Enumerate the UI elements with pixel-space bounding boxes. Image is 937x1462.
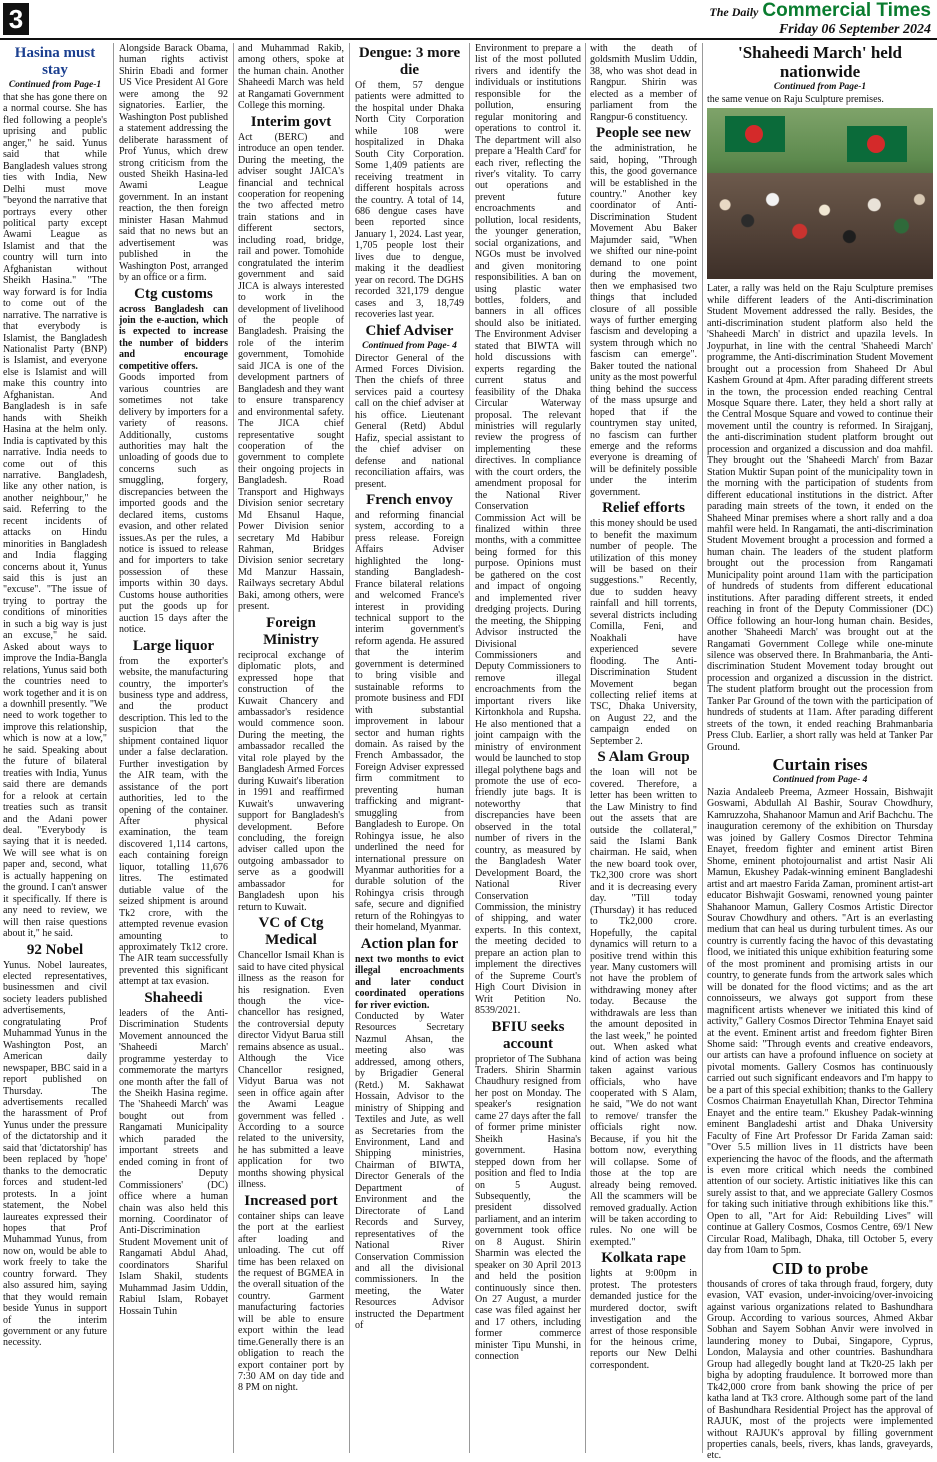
page-number: 3 [3,3,29,35]
headline-bfiu: BFIU seeks account [491,1018,565,1052]
article-body: container ships can leave the port at the earliest after loading and unloading. The cut off time has been relaxed on the request of BGMEA in the overall situation of the country. Garment manufacturing factories will be able to ensure export within the lead time.Generally there is an obligation to reach the export container port by 7:30 AM on day tide and 8 PM on night. [238,1210,344,1394]
headline-french-envoy: French envoy [366,491,453,508]
column-2 [119,43,228,1453]
headline-relief-efforts: Relief efforts [602,500,685,517]
headline-large-liquor: Large liquor [132,637,215,654]
article-body: Director General of the Armed Forces Division. Then the chiefs of three services paid a courtesy call on the chief adviser at his office. Lieutenant General (Retd) Abdul Hafiz, special assistant to the chief adviser on defense and national reconciliation affairs, was present. [355,352,464,490]
article-body: Alongside Barack Obama, human rights activist Shirin Ebadi and former US Vice President Al Gore were among the 92 signatories. Earlier, the Washington Post published a statement addressing the deliberate harassment of Prof Yunus, which drew strong criticism from the ousted Sheikh Hasina-led Awami League government. In an instant reaction, the then foreign minister Hasan Mahmud said that no news but an advertisement was published in the Washington Post, arranged by an office or a firm. [119,43,228,284]
headline-curtain-rises: Curtain rises [772,755,868,775]
article-body: the administration, he said, hoping, "Through this, the good governance will be established in the country." Another key coordinator of Anti-Discrimination Student Movement Abu Baker Majumder said, "When we shifted our nine-point demand to one point during the movement, then we emphasised two things that included closure of all possible ways of further emerging fascism and developing a system through which no fascism can emerge". Baker touted the national unity as the most powerful thing behind the success of the mass upsurge and hoped that if the countrymen stay united, no fascism can further emerge and the reforms everyone is dreaming of will be definitely possible under the interim government. [590,143,697,498]
article-body: leaders of the Anti-Discrimination Students Movement announced the 'Shaheedi March' programme yesterday to commemorate the martyrs one month after the fall of the Sheikh Hasina regime. The 'Shaheedi March' was bought out from Rangamati Municipality which paraded the important streets and ended coming in front of the Deputy Commissioners' (DC) office where a human chain was also held this morning. Coordinator of Anti-Discrimination Student Movement unit of Rangamati Abdul Ahad, coordinators Shariful Islam Shakil, students Muhammad Jasim Uddin, Rabiul Islam, Robayet Hossain Tuhin [119,1007,228,1317]
column-divider [702,43,703,1453]
headline-increased-port: Increased port [244,1192,338,1209]
column-divider [469,43,470,1453]
article-body: Goods imported from various countries are sometimes not take delivery by importers for a variety of reasons. Additionally, customs authorities may halt the unloading of goods due to concerns such as smuggling, forgery, discrepancies between the imported goods and the declared items, customs evasion, and other related issues.As per the rules, a notice is issued to release and for importers to take possession of these imports within 30 days. Customs house authorities put the goods up for auction 15 days after the notice. [119,372,228,636]
article-lead: across Bangladesh can join the e-auction, which is expected to increase the number of bidders and encourage competitive offers. [119,303,228,372]
continued-note: Continued from Page-1 [773,82,867,92]
page-header [0,0,937,40]
article-body: Chancellor Ismail Khan is said to have cited physical illness as the reason for his resignation. Even though the vice-chancellor has resigned, the controversial deputy director Vidyut Barua still remains absence as usual.. Although the Vice Chancellor resigned, Vidyut Barua was not seen in office again after the Awami League government was felled . According to a source related to the university, he has submitted a leave application for two months showing physical illness. [238,950,344,1191]
headline-nobel: 92 Nobel [26,941,84,958]
headline-vc-ctg-medical: VC of Ctg Medical [258,915,324,949]
headline-interim-govt: Interim govt [250,113,332,130]
article-body: lights at 9:00pm in protest. The protesters demanded justice for the murdered doctor, swift investigation and the arrest of those responsible for the heinous crime, reports our New Delhi correspondent. [590,1268,697,1371]
article-body: and Muhammad Rakib, among others, spoke at the human chain. Another Shaheedi March was held at Rangamati Government College this morning. [238,43,344,112]
column-1 [3,43,107,1453]
headline-shaheedi: Shaheedi [144,989,203,1006]
article-body: Of them, 57 dengue patients were admitted to the hospital under Dhaka North City Corporation while 108 were hospitalized in Dhaka South City Corporation. Some 1,409 patients are receiving treatment in different hospitals across the country. A total of 14, 686 dengue cases have been reported since January 1, 2024. Last year, 1,705 people lost their lives due to dengue, making it the deadliest year on record. The DGHS recorded 321,179 dengue cases and 3, 18,749 recoveries last year. [355,80,464,321]
headline-hasina: Hasina must stay [14,45,96,78]
flag-image [725,116,785,152]
column-divider [233,43,234,1453]
headline-ctg-customs: Ctg customs [134,285,213,302]
article-body: with the death of goldsmith Muslim Uddin, 38, who was shot dead in Rangpur. Shirin was elected as a member of parliament from the Rangpur-6 constituency. [590,43,697,123]
headline-chief-adviser: Chief Adviser [365,322,454,339]
article-body: thousands of crores of taka through fraud, forgery, duty evasion, VAT evasion, under-invoicing/over-invoicing against various organizations related to Bashundhara Group. According to various sources, Ahmed Akbar Sobhan and Sayem Sobhan Anvir were involved in laundering money to Dubai, Singapore, Cyprus, London, Malaysia and other countries. Bashundhara Group had allegedly bought land at Tk20-25 lakh per bigha by adopting fraudulence. It borrowed more than Tk42,000 crore from bank showing the price of per katha land at Tk3 crore. Although some part of the land of Bashundhara Residential Project has the approval of RAJUK, most of the projects were implemented without RAJUK's approval by filling government properties canals, beels, rivers, khas lands, graveyards, etc. [707,1278,933,1462]
column-6 [590,43,697,1453]
continued-note: Continued from Page- 4 [772,775,868,786]
rally-photo [707,108,933,279]
article-body: Nazia Andaleeb Preema, Azmeer Hossain, Bishwajit Goswami, Abdullah Al Bashir, Sourav Chowdhury, Kamruzzoha, Shahanoor Mamun and Arif Bachchu. The inauguration ceremony of the exhibition on Thursday was joined by Gallery Cosmos Director Tehmina Enayet, freedom fighter and eminent artist Biren Shome, eminent photojournalist and artist Nasir Ali Mamun, Ekushey Padak-winning eminent Bangladeshi artist and art maestro Farida Zaman, prominent artist-art educator Bishwajit Goswami, renowned young painter Shahanoor Mamun, Gallery Cosmos Artistic Director Sourav Chowdhury and others. "Art is an everlasting medium that can heal us during turbulent times. As our country is currently facing the havoc of this devastating flood, we initiated this unique exhibition featuring some of the most prominent and promising artists in our country, to generate funds from the artwork sales which will be donated for the flood victims; and as the art connoisseurs, we always got support from these magnificent artists whenever we initiated this kind of activity," Gallery Cosmos Director Tehmina Enayet said at the event. Eminent artist and freedom fighter Biren Shome said: "Through events and creative endeavors, our artists can have a profound influence on society at pivotal moments. Gallery Cosmos has continuously carried out such significant endeavors and I'm happy to be a part of this special exhibition; thanks to the Gallery Cosmos Chairman Enayetullah Khan, Director Tehmina Enayet and the entire team." Ekushey Padak-winning eminent Bangladeshi artist and Dhaka University Faculty of Fine Art Professor Dr Farida Zaman said: "Over 5.5 million lives in 11 districts have been experiencing the havoc of the floods, and the aftermath is even more critical which needs the combined attention of our society. Artistic initiatives like this can surely assist to that, and we appreciate Gallery Cosmos for taking such initiative through exhibitions like this." Open to all, "Art for Aid: Rebuilding Lives" will continue at Gallery Cosmos, Cosmos Centre, 69/1 New Circular Road, Malibagh, Dhaka, till October 5, every day from 10am to 5pm. [707,787,933,1257]
article-lead: next two months to evict illegal encroachments and later conduct coordinated operations for river eviction. [355,953,464,1011]
column-divider [349,43,350,1453]
article-body: the loan will not be covered. Therefore, a letter has been written to the Law Ministry to find out the assets that are outside the collateral," said the Islami Bank chairman. He said, when the new board took over, Tk2,300 crore was short and it is decreasing every day. "Till today (Thursday) it has reduced to Tk2,000 crore. Hopefully, the capital dynamics will return to a positive trend within this year. Many customers will not have the problem of withdrawing money after today. Because the withdrawals are less than the amount deposited in the last week," he pointed out. When asked what kind of action was being taken against various officials, who have cooperated with S Alam, he said, "We do not want to remove/ transfer the officials right now. Because, if you hit the bottom now, everything will collapse. Some of those at the top are already being removed. All the scammers will be removed gradually. Action will be taken according to rules. No one will be exempted." [590,767,697,1248]
header-rule [0,38,937,40]
article-body: Yunus. Nobel laureates, elected representatives, businessmen and civil society leaders published advertisements, congratulating Prof Muhammad Yunus in the Washington Post, an American daily newspaper, BBC said in a report published on Thursday. The advertisements recalled the harassment of Prof Yunus under the pressure of the dictatorship and it said that 'dictatorship' has been replaced by 'hope' thanks to the democratic forces and student-led protests. In a joint statement, the Nobel laureates expressed their hopes that Prof Muhammad Yunus, from now on, would be able to work freely to take the country forward. They also assured him, saying that they would remain beside Yunus in support of the interim government or any future necessity. [3,959,107,1349]
article-body: proprietor of The Subhana Traders. Shirin Sharmin Chaudhury resigned from her post on Monday. The speaker's resignation came 27 days after the fall of former prime minister Sheikh Hasina's government. Hasina stepped down from her position and fled to India on 5 August. Subsequently, the president dissolved parliament, and an interim government took office on 8 August. Shirin Sharmin was elected the speaker on 30 April 2013 and held the position continuously since then. On 27 August, a murder case was filed against her and 17 others, including former commerce minister Tipu Munshi, in connection [475,1053,581,1363]
article-body: reciprocal exchange of diplomatic plots, and expressed hope that construction of the Kuwait Chancery and ambassador's residence would commence soon. During the meeting, the ambassador recalled the vital role played by the Bangladesh Armed Forces during Kuwait's liberation in 1991 and reaffirmed Kuwait's unwavering support for Bangladesh's development. Before concluding, the foreign adviser called upon the outgoing ambassador to serve as a goodwill ambassador for Bangladesh upon his return to Kuwait. [238,649,344,913]
continued-note: Continued from Page- 4 [362,340,457,351]
headline-dengue: Dengue: 3 more die [358,45,461,78]
article-body: Act (BERC) and introduce an open tender. During the meeting, the adviser sought JAICA's financial and technical cooperation for reopening the two affected metro train stations and in different sectors, including road, bridge, rail and power. Tomohide congratulated the interim government and said JICA is always interested to work in the development of livelihood of the people of Bangladesh. Praising the role of the interim government, Tomohide said JICA is one of the development partners of Bangladesh and they want to ensure transparency and environmental safety. The JICA chief representative sought cooperation of the government to complete their ongoing projects in Bangladesh. Road Transport and Highways Division senior secretary Md Ehsanul Haque, Power Division senior secretary Md Habibur Rahman, Bridges Division senior secretary Md Manzur Hassain, Railways secretary Abdul Baki, among others, were present. [238,131,344,613]
article-body: and reforming financial system, according to a press release. Foreign Affairs Adviser highlighted the long-standing Bangladesh-France bilateral relations and welcomed France's interest in providing technical support to the interim government's reform agenda. He assured that the interim government is determined to bring visible and sustainable reforms to promote business and FDI with substantial improvement in labour sector and human rights domain. As raised by the French Ambassador, the Foreign Adviser expressed firm commitment to preventing human trafficking and migrant-smuggling from Bangladesh to Europe. On Rohingya issue, he also underlined the need for international pressure on Myanmar authorities for a durable solution of the Rohingya crisis through safe, secure and dignified return of the Rohingyas to their homeland, Myanmar. [355,509,464,934]
headline-shaheedi-march: 'Shaheedi March' held nationwide [737,43,903,81]
continued-note: Continued from Page-1 [8,80,102,90]
article-body: Conducted by Water Resources Secretary Nazmul Ahsan, the meeting also was addressed, among others, by Brigadier General (Retd.) M. Sakhawat Hossain, Advisor to the ministry of Shipping and Textiles and Jute, as well as Secretaries from the Environment, Land and Shipping ministries, Chairman of BIWTA, Director Generals of the Department of Environment and the Directorate of Land Records and Survey, representatives of the National River Conservation Commission and all the divisional commissioners. In the meeting, the Water Resources Advisor instructed the Department of [355,1010,464,1332]
issue-date: Friday 06 September 2024 [778,22,931,37]
article-body: Environment to prepare a list of the most polluted rivers and identify the individuals or institutions responsible for the pollution, ensuring regular monitoring and operations to control it. The department will also prepare a 'Health Card' for each river, reflecting the river's vitality. To carry out operations and prevent future encroachments and pollution, local residents, the younger generation, social organizations, and NGOs must be involved and given monitoring responsibilities. A ban on using plastic water bottles, folders, and banners in all offices should also be initiated. The Environment Adviser stated that BIWTA will hold discussions with experts regarding the current status and feasibility of the Dhaka Circular Waterway proposal. The relevant ministries will regularly review the progress of implementing these directives. In compliance with the court orders, the amendment proposal for the National River Conservation Commission Act will be finalized within three months, with a committee being formed for this purpose. Opinions must be gathered on the cost and impact of ongoing and implemented river dredging projects. During the meeting, the Shipping Advisor instructed the Divisional Commissioners and Deputy Commissioners to remove illegal encroachments from the important rivers like Kirtonkhola and Rupsha. He also mentioned that a joint campaign with the ministry of environment would be launched to stop illegal polythene bags and promote the use of eco-friendly jute bags. It is noteworthy that discrepancies have been observed in the total number of rivers in the country, as measured by the Bangladesh Water Development Board, the National River Conservation Commission, the ministry of shipping, and water experts. In this context, the meeting decided to prepare an action plan to implement the directives of the Supreme Court's High Court Division in Writ Petition No. 8539/2021. [475,43,581,1017]
crowd-image [707,173,933,279]
column-divider [113,43,114,1453]
headline-cid-probe: CID to probe [771,1258,869,1278]
column-7 [707,43,933,1462]
masthead [709,0,931,38]
article-body: Later, a rally was held on the Raju Sculpture premises while different leaders of the Anti-discrimination Student Movement addressed the rally. Besides, the anti-discrimination student platform also held the 'Shaheedi March' in district and upazila levels. In Joypurhat, in line with the central 'Shaheedi March' programme, the Anti-discrimination Student Movement brought out a procession from Shaheed Dr Abul Kashem Ground at 4pm. After parading different streets in the town, the procession ended reaching Central Mosque Square there. Later, they held a short rally at the Central Mosque Square and vowed to continue their movement until the country is reformed. In Sirajganj, the anti-discrimination student platform brought out procession and organized a discussion and doa mahfil. They brought out the 'Shaheedi March' from Bazar Station Muktir Supan point of the municipality town in the morning with the participation of students from different educational institutions in the district. After parading main streets of the town, it ended on the Shaheed Minar premises where a short rally and a doa mahfil were held. In Rangamati, the anti-discrimination Student Movement brought a procession and formed a human chain. The leaders of the student platform brought out the procession from Rangamati Municipality point around 11am with the participation of hundreds of students from different educational institutions. After parading different streets, it ended reaching in front of the Deputy Commissioner (DC) Office following an hour-long human chain. Besides, another 'Shaheedi March' was brought out at the Rangamati Government College while one-minute silence was observed there. In Brahmanbaria, the Anti-discrimination Student Movement today brought out procession and organized a discussion in the district. The student platform brought out the procession from Tanker Par Ground of the town with the participation of hundreds of students at 11am. After parading different streets of the town, it ended reaching Brahmanbaria Press Club. Earlier, a short rally was held at Tanker Par Ground. [707,283,933,753]
article-intro: the same venue on Raju Sculpture premises. [707,94,884,105]
headline-kolkata-rape: Kolkata rape [601,1250,686,1267]
headline-action-plan: Action plan for [360,935,459,952]
headline-s-alam-group: S Alam Group [597,749,690,766]
article-body: this money should be used to benefit the maximum number of people. The utilization of this money will be based on their suggestions." Recently, due to sudden heavy rainfall and hill torrents, several districts including Comilla, Feni, and Noakhali have experienced severe flooding. The Anti-Discrimination Student Movement began collecting relief items at TSC, Dhaka University, on August 22, and the campaign ended on September 2. [590,518,697,747]
headline-people-see-new: People see new [596,125,691,142]
flag-image [847,126,907,162]
masthead-the: The Daily [709,5,759,19]
column-divider [585,43,586,1453]
column-5 [475,43,581,1453]
column-3 [238,43,344,1453]
masthead-title: Commercial Times [762,0,931,21]
article-body: that she has gone there on a normal course. She has fled following a people's uprising and public anger," he said. Yunus said that while Bangladesh values strong ties with India, New Delhi must move "beyond the narrative that portrays every other political party except Awami League as Islamist and that the country will turn into Afghanistan without Sheikh Hasina." "The way forward is for India to come out of the narrative. The narrative is that everybody is Islamist, the Bangladesh Nationalist Party (BNP) is Islamist, and everyone else is Islamist and will make this country into Afghanistan. And Bangladesh is in safe hands with Sheikh Hasina at the helm only. India is captivated by this narrative. India needs to come out of this narrative. Bangladesh, like any other nation, is another neighbour," he said. Referring to the recent incidents of attacks on Hindu minorities in Bangladesh and India flagging concerns about it, Yunus said this is just an "excuse". "The issue of trying to portray the conditions of minorities in such a big way is just an excuse," he said. Asked about ways to improve the India-Bangla relations, Yunus said both the countries need to work together and it is on a downhill presently. "We need to work together to improve this relationship, which is now at a low," he said. Speaking about the future of bilateral treaties with India, Yunus said there are demands for a relook at certain treaties such as transit and the Adani power deal. "Everybody is saying that it is needed. We will see what is on paper and, second, what is actually happening on the ground. I can't answer it specifically. If there is any need to review, we will then raise questions about it," he said. [3,92,107,940]
column-4 [355,43,464,1453]
headline-foreign-ministry: Foreign Ministry [263,614,319,648]
article-body: from the exporter's website, the manufacturing country, the importer's business type and address, and the product description. This led to the suspicion that the shipment contained liquor under a false declaration. Further investigation by the AIR team, with the assistance of the port authorities, led to the opening of the container. After physical examination, the team discovered 1,114 cartons, each containing foreign liquor, totalling 11,676 litres. The estimated dutiable value of the seized shipment is around Tk2 crore, with the attempted revenue evasion amounting to approximately Tk12 crore. The AIR team successfully prevented this significant attempt at tax evasion. [119,655,228,988]
